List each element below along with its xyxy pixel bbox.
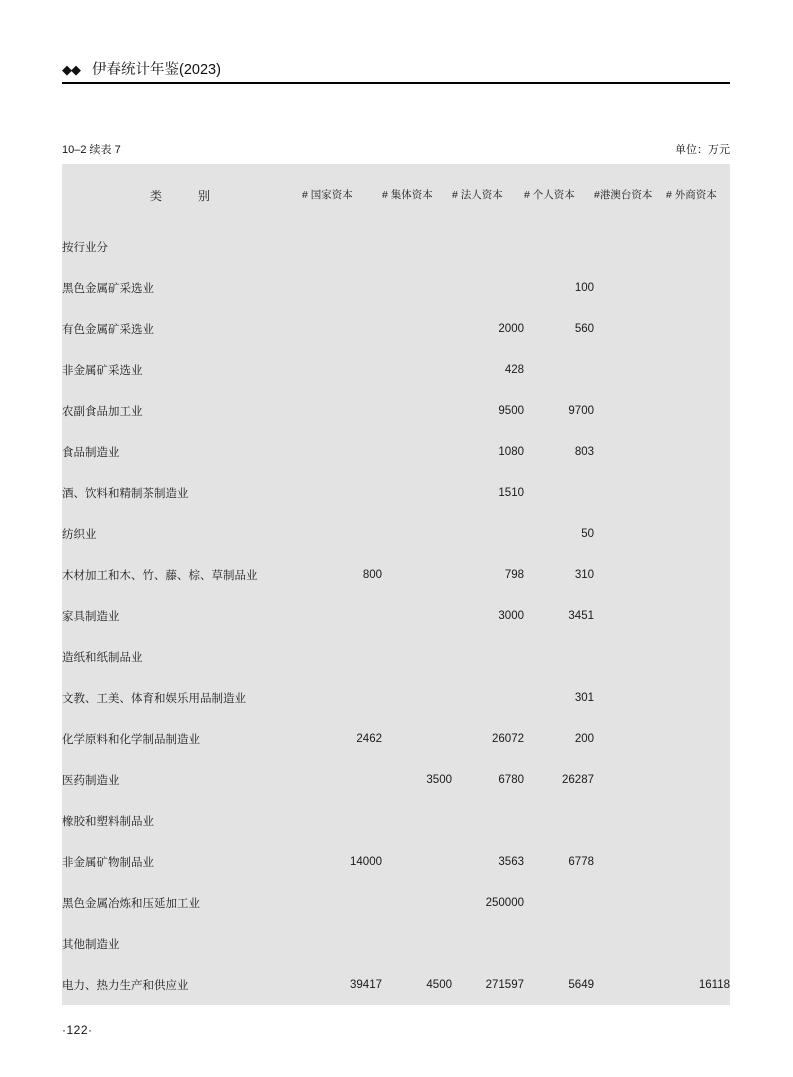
table-row <box>62 841 730 882</box>
cell-state-capital <box>302 882 382 923</box>
cell-individual-capital: 100 <box>524 267 594 308</box>
table-number-label: 10–2 续表 7 <box>62 144 121 156</box>
cell-corporate-capital: 2000 <box>452 308 524 349</box>
cell-corporate-capital <box>452 636 524 677</box>
cell-state-capital <box>302 472 382 513</box>
row-label: 非金属矿物制品业 <box>62 841 302 882</box>
cell-hmt-capital <box>594 513 666 554</box>
cell-foreign-capital <box>666 226 730 267</box>
cell-state-capital: 2462 <box>302 718 382 759</box>
cell-state-capital <box>302 923 382 964</box>
column-header-corporate-capital: # 法人资本 <box>452 164 524 226</box>
cell-corporate-capital: 26072 <box>452 718 524 759</box>
column-header-hmt-capital: #港澳台资本 <box>594 164 666 226</box>
row-label: 医药制造业 <box>62 759 302 800</box>
row-label: 酒、饮料和精制茶制造业 <box>62 472 302 513</box>
cell-corporate-capital: 6780 <box>452 759 524 800</box>
row-label: 黑色金属矿采选业 <box>62 267 302 308</box>
row-label: 非金属矿采选业 <box>62 349 302 390</box>
cell-state-capital <box>302 226 382 267</box>
page-header <box>62 58 730 88</box>
column-header-category: 类 别 <box>62 164 302 226</box>
cell-hmt-capital <box>594 964 666 1005</box>
cell-individual-capital: 560 <box>524 308 594 349</box>
cell-corporate-capital <box>452 226 524 267</box>
table-header-row <box>62 164 730 226</box>
table-row <box>62 964 730 1005</box>
cell-collective-capital: 4500 <box>382 964 452 1005</box>
cell-individual-capital: 3451 <box>524 595 594 636</box>
row-label: 文教、工美、体育和娱乐用品制造业 <box>62 677 302 718</box>
cell-corporate-capital: 250000 <box>452 882 524 923</box>
cell-individual-capital <box>524 636 594 677</box>
cell-individual-capital: 200 <box>524 718 594 759</box>
cell-foreign-capital <box>666 882 730 923</box>
row-label: 电力、热力生产和供应业 <box>62 964 302 1005</box>
cell-state-capital <box>302 800 382 841</box>
cell-state-capital <box>302 513 382 554</box>
cell-foreign-capital <box>666 841 730 882</box>
table-row <box>62 267 730 308</box>
cell-corporate-capital <box>452 513 524 554</box>
cell-collective-capital <box>382 677 452 718</box>
cell-corporate-capital <box>452 267 524 308</box>
cell-state-capital <box>302 636 382 677</box>
cell-hmt-capital <box>594 308 666 349</box>
row-label: 家具制造业 <box>62 595 302 636</box>
table-row <box>62 226 730 267</box>
cell-individual-capital: 310 <box>524 554 594 595</box>
cell-collective-capital <box>382 554 452 595</box>
cell-corporate-capital: 3563 <box>452 841 524 882</box>
cell-foreign-capital <box>666 431 730 472</box>
cell-collective-capital <box>382 226 452 267</box>
cell-state-capital: 39417 <box>302 964 382 1005</box>
row-label: 木材加工和木、竹、藤、棕、草制品业 <box>62 554 302 595</box>
table-row <box>62 595 730 636</box>
header-divider <box>62 82 730 84</box>
row-label: 有色金属矿采选业 <box>62 308 302 349</box>
table-row <box>62 472 730 513</box>
table-row <box>62 882 730 923</box>
table-row <box>62 390 730 431</box>
table-row <box>62 923 730 964</box>
cell-collective-capital <box>382 718 452 759</box>
column-header-collective-capital: # 集体资本 <box>382 164 452 226</box>
cell-hmt-capital <box>594 882 666 923</box>
cell-hmt-capital <box>594 390 666 431</box>
cell-hmt-capital <box>594 841 666 882</box>
cell-foreign-capital <box>666 636 730 677</box>
cell-collective-capital <box>382 800 452 841</box>
cell-collective-capital <box>382 390 452 431</box>
cell-state-capital <box>302 267 382 308</box>
cell-hmt-capital <box>594 554 666 595</box>
cell-state-capital: 14000 <box>302 841 382 882</box>
row-label: 食品制造业 <box>62 431 302 472</box>
cell-corporate-capital: 428 <box>452 349 524 390</box>
cell-collective-capital <box>382 595 452 636</box>
cell-foreign-capital <box>666 677 730 718</box>
cell-foreign-capital <box>666 923 730 964</box>
row-label: 黑色金属冶炼和压延加工业 <box>62 882 302 923</box>
cell-hmt-capital <box>594 431 666 472</box>
cell-hmt-capital <box>594 472 666 513</box>
cell-collective-capital <box>382 636 452 677</box>
cell-individual-capital <box>524 882 594 923</box>
cell-state-capital <box>302 759 382 800</box>
cell-individual-capital <box>524 226 594 267</box>
cell-foreign-capital <box>666 349 730 390</box>
cell-corporate-capital: 1080 <box>452 431 524 472</box>
cell-state-capital <box>302 308 382 349</box>
cell-state-capital <box>302 431 382 472</box>
cell-hmt-capital <box>594 267 666 308</box>
cell-collective-capital <box>382 349 452 390</box>
table-unit-label: 单位：万元 <box>675 144 730 156</box>
cell-foreign-capital <box>666 800 730 841</box>
cell-state-capital <box>302 595 382 636</box>
cell-foreign-capital <box>666 759 730 800</box>
cell-foreign-capital <box>666 308 730 349</box>
table-row <box>62 636 730 677</box>
cell-individual-capital <box>524 923 594 964</box>
cell-collective-capital <box>382 267 452 308</box>
cell-collective-capital: 3500 <box>382 759 452 800</box>
cell-hmt-capital <box>594 595 666 636</box>
cell-corporate-capital: 798 <box>452 554 524 595</box>
row-label: 其他制造业 <box>62 923 302 964</box>
table-head <box>62 164 730 226</box>
column-header-state-capital: # 国家资本 <box>302 164 382 226</box>
cell-individual-capital: 50 <box>524 513 594 554</box>
table-row <box>62 800 730 841</box>
cell-foreign-capital <box>666 472 730 513</box>
cell-corporate-capital: 3000 <box>452 595 524 636</box>
column-header-foreign-capital: # 外商资本 <box>666 164 730 226</box>
table-row <box>62 308 730 349</box>
table-row <box>62 431 730 472</box>
cell-hmt-capital <box>594 718 666 759</box>
cell-hmt-capital <box>594 800 666 841</box>
row-label: 造纸和纸制品业 <box>62 636 302 677</box>
statistics-table-container <box>62 164 730 1005</box>
cell-collective-capital <box>382 308 452 349</box>
table-row <box>62 759 730 800</box>
cell-foreign-capital <box>666 595 730 636</box>
cell-corporate-capital <box>452 800 524 841</box>
cell-corporate-capital: 9500 <box>452 390 524 431</box>
cell-foreign-capital <box>666 554 730 595</box>
row-label: 橡胶和塑料制品业 <box>62 800 302 841</box>
table-row <box>62 677 730 718</box>
cell-hmt-capital <box>594 226 666 267</box>
row-label: 化学原料和化学制品制造业 <box>62 718 302 759</box>
cell-collective-capital <box>382 882 452 923</box>
column-header-individual-capital: # 个人资本 <box>524 164 594 226</box>
cell-corporate-capital <box>452 677 524 718</box>
cell-individual-capital: 6778 <box>524 841 594 882</box>
cell-individual-capital: 301 <box>524 677 594 718</box>
cell-individual-capital: 5649 <box>524 964 594 1005</box>
page-number: ·122· <box>62 1023 93 1037</box>
table-row <box>62 513 730 554</box>
table-row <box>62 349 730 390</box>
cell-hmt-capital <box>594 677 666 718</box>
cell-hmt-capital <box>594 923 666 964</box>
cell-foreign-capital <box>666 513 730 554</box>
cell-collective-capital <box>382 513 452 554</box>
cell-hmt-capital <box>594 349 666 390</box>
cell-collective-capital <box>382 923 452 964</box>
cell-corporate-capital <box>452 923 524 964</box>
publication-title: 伊春统计年鉴(2023) <box>92 62 221 78</box>
cell-individual-capital <box>524 800 594 841</box>
table-row <box>62 718 730 759</box>
cell-foreign-capital <box>666 718 730 759</box>
cell-individual-capital: 26287 <box>524 759 594 800</box>
row-label: 按行业分 <box>62 226 302 267</box>
row-label: 农副食品加工业 <box>62 390 302 431</box>
cell-hmt-capital <box>594 636 666 677</box>
cell-foreign-capital <box>666 267 730 308</box>
cell-corporate-capital: 1510 <box>452 472 524 513</box>
statistics-table <box>62 164 730 1005</box>
diamond-ornament-icon: ◆◆ <box>62 62 80 77</box>
cell-state-capital <box>302 390 382 431</box>
cell-individual-capital <box>524 349 594 390</box>
cell-foreign-capital: 16118 <box>666 964 730 1005</box>
cell-collective-capital <box>382 472 452 513</box>
cell-individual-capital: 803 <box>524 431 594 472</box>
row-label: 纺织业 <box>62 513 302 554</box>
cell-individual-capital: 9700 <box>524 390 594 431</box>
cell-individual-capital <box>524 472 594 513</box>
cell-collective-capital <box>382 841 452 882</box>
cell-hmt-capital <box>594 759 666 800</box>
cell-corporate-capital: 271597 <box>452 964 524 1005</box>
table-row <box>62 554 730 595</box>
cell-state-capital <box>302 349 382 390</box>
cell-state-capital <box>302 677 382 718</box>
table-body <box>62 226 730 1005</box>
cell-foreign-capital <box>666 390 730 431</box>
cell-state-capital: 800 <box>302 554 382 595</box>
cell-collective-capital <box>382 431 452 472</box>
